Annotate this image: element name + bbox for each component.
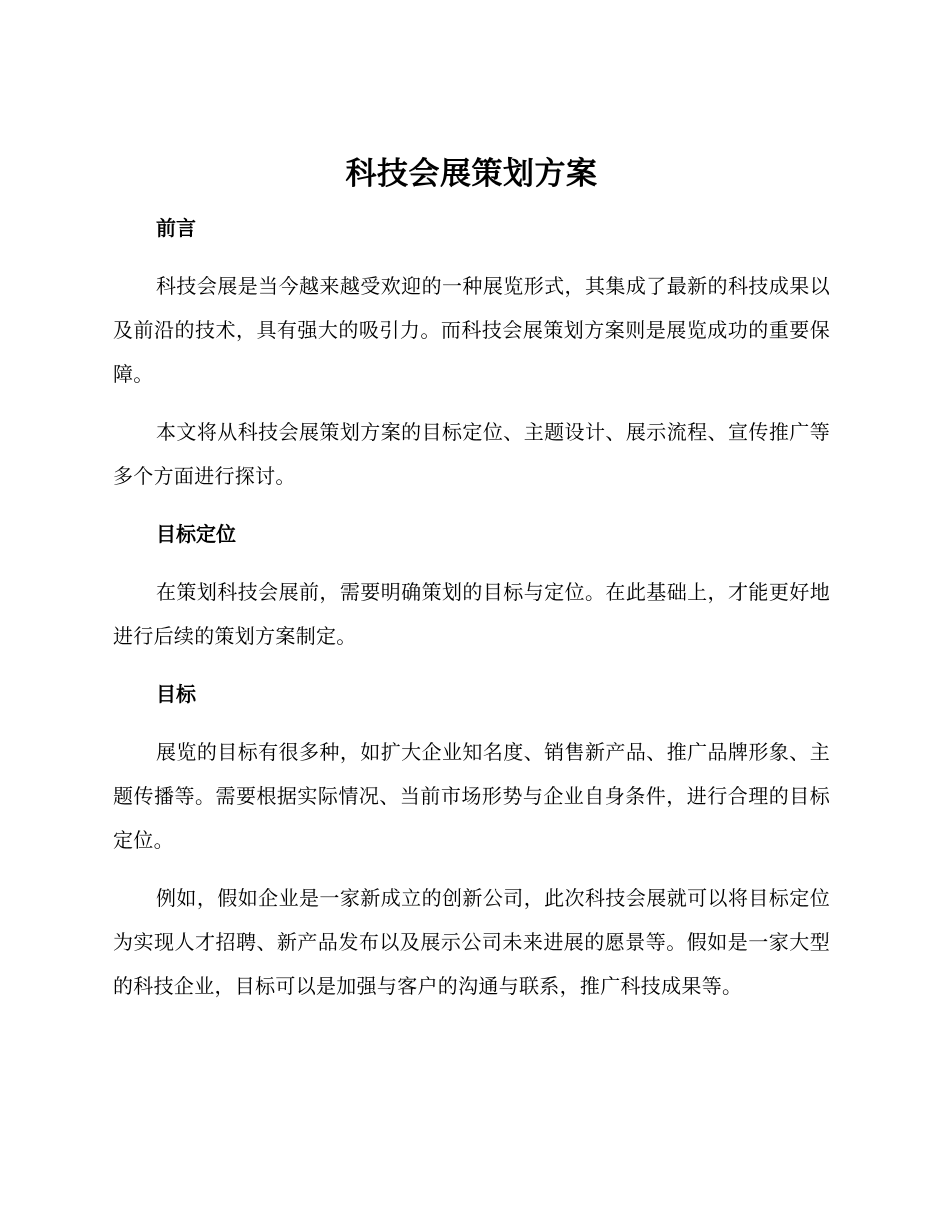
paragraph-preface-2: 本文将从科技会展策划方案的目标定位、主题设计、展示流程、宣传推广等多个方面进行探讨。	[113, 420, 830, 488]
document-page	[113, 148, 830, 1008]
paragraph-positioning-1: 在策划科技会展前，需要明确策划的目标与定位。在此基础上，才能更好地进行后续的策划方案制定。	[113, 580, 830, 648]
section-heading-goal: 目标	[156, 682, 196, 706]
section-heading-positioning: 目标定位	[156, 522, 236, 546]
document-title: 科技会展策划方案	[345, 156, 598, 192]
paragraph-goal-1: 展览的目标有很多种，如扩大企业知名度、销售新产品、推广品牌形象、主题传播等。需要根据实际情况、当前市场形势与企业自身条件，进行合理的目标定位。	[113, 740, 830, 852]
paragraph-preface-1: 科技会展是当今越来越受欢迎的一种展览形式，其集成了最新的科技成果以及前沿的技术，具有强大的吸引力。而科技会展策划方案则是展览成功的重要保障。	[113, 274, 830, 386]
section-heading-preface: 前言	[156, 216, 196, 240]
paragraph-goal-2: 例如，假如企业是一家新成立的创新公司，此次科技会展就可以将目标定位为实现人才招聘、新产品发布以及展示公司未来进展的愿景等。假如是一家大型的科技企业，目标可以是加强与客户的沟通与联系，推广科技成果等。	[113, 886, 830, 998]
